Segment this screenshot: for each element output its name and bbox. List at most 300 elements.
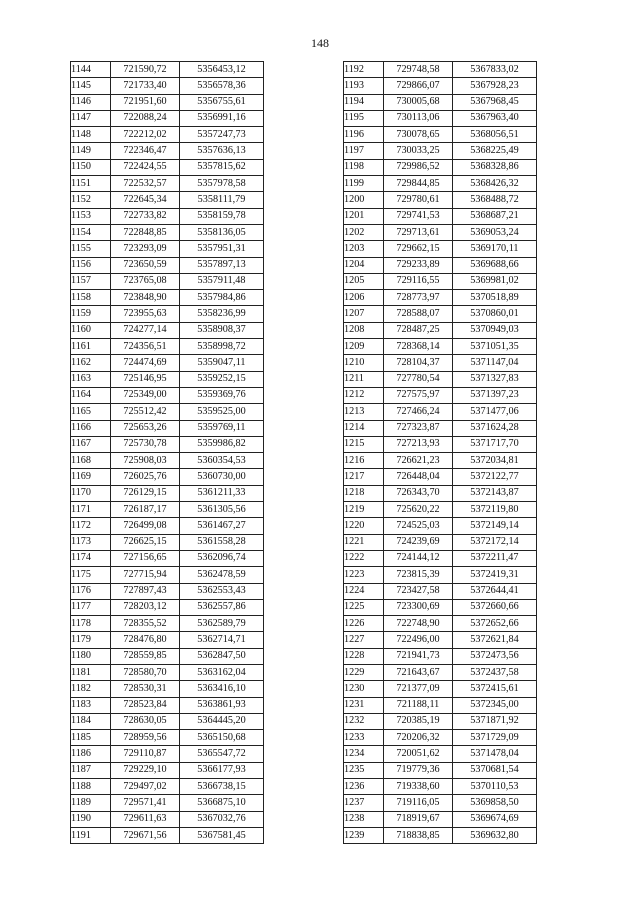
point-number-cell: 1219 [344,502,384,518]
table-row [344,746,537,762]
x-coordinate-cell: 728487,25 [384,322,453,338]
y-coordinate-cell: 5369858,50 [453,795,537,811]
table-row [344,664,537,680]
point-number-cell: 1157 [71,273,111,289]
y-coordinate-cell: 5368056,51 [453,127,537,143]
x-coordinate-cell: 729611,63 [111,811,180,827]
x-coordinate-cell: 721951,60 [111,94,180,110]
point-number-cell: 1218 [344,485,384,501]
y-coordinate-cell: 5367032,76 [180,811,264,827]
x-coordinate-cell: 729497,02 [111,779,180,795]
point-number-cell: 1179 [71,632,111,648]
point-number-cell: 1217 [344,469,384,485]
point-number-cell: 1180 [71,648,111,664]
point-number-cell: 1159 [71,306,111,322]
table-row [71,404,264,420]
point-number-cell: 1204 [344,257,384,273]
table-row [344,257,537,273]
y-coordinate-cell: 5371147,04 [453,355,537,371]
table-row [71,746,264,762]
x-coordinate-cell: 726187,17 [111,502,180,518]
x-coordinate-cell: 720385,19 [384,713,453,729]
table-row [344,795,537,811]
table-row [71,469,264,485]
table-row [344,567,537,583]
point-number-cell: 1193 [344,78,384,94]
x-coordinate-cell: 726025,76 [111,469,180,485]
table-row [71,762,264,778]
point-number-cell: 1161 [71,339,111,355]
table-row [344,159,537,175]
table-row [344,224,537,240]
x-coordinate-cell: 729986,52 [384,159,453,175]
y-coordinate-cell: 5371397,23 [453,387,537,403]
point-number-cell: 1223 [344,567,384,583]
y-coordinate-cell: 5366738,15 [180,779,264,795]
y-coordinate-cell: 5369674,69 [453,811,537,827]
x-coordinate-cell: 721643,67 [384,664,453,680]
y-coordinate-cell: 5362557,86 [180,599,264,615]
y-coordinate-cell: 5369053,24 [453,224,537,240]
table-row [71,94,264,110]
table-row [344,176,537,192]
y-coordinate-cell: 5369632,80 [453,827,537,843]
table-row [344,127,537,143]
point-number-cell: 1160 [71,322,111,338]
x-coordinate-cell: 729866,07 [384,78,453,94]
y-coordinate-cell: 5357247,73 [180,127,264,143]
x-coordinate-cell: 729780,61 [384,192,453,208]
x-coordinate-cell: 728104,37 [384,355,453,371]
y-coordinate-cell: 5361467,27 [180,518,264,534]
x-coordinate-cell: 728203,12 [111,599,180,615]
x-coordinate-cell: 722748,90 [384,616,453,632]
point-number-cell: 1147 [71,110,111,126]
table-row [71,192,264,208]
x-coordinate-cell: 730005,68 [384,94,453,110]
y-coordinate-cell: 5372211,47 [453,550,537,566]
x-coordinate-cell: 721188,11 [384,697,453,713]
page-number: 148 [311,36,329,50]
point-number-cell: 1178 [71,616,111,632]
table-row [344,779,537,795]
table-row [71,616,264,632]
point-number-cell: 1231 [344,697,384,713]
y-coordinate-cell: 5358908,37 [180,322,264,338]
point-number-cell: 1170 [71,485,111,501]
point-number-cell: 1175 [71,567,111,583]
x-coordinate-cell: 729116,55 [384,273,453,289]
x-coordinate-cell: 728355,52 [111,616,180,632]
x-coordinate-cell: 729662,15 [384,241,453,257]
table-row [71,176,264,192]
y-coordinate-cell: 5363861,93 [180,697,264,713]
point-number-cell: 1232 [344,713,384,729]
point-number-cell: 1144 [71,62,111,78]
table-row [344,681,537,697]
x-coordinate-cell: 721941,73 [384,648,453,664]
table-row [344,616,537,632]
x-coordinate-cell: 729110,87 [111,746,180,762]
y-coordinate-cell: 5369981,02 [453,273,537,289]
x-coordinate-cell: 726621,23 [384,453,453,469]
y-coordinate-cell: 5362553,43 [180,583,264,599]
table-row [344,143,537,159]
table-row [344,762,537,778]
x-coordinate-cell: 728630,05 [111,713,180,729]
table-row [71,159,264,175]
y-coordinate-cell: 5360730,00 [180,469,264,485]
y-coordinate-cell: 5359769,11 [180,420,264,436]
y-coordinate-cell: 5368488,72 [453,192,537,208]
point-number-cell: 1214 [344,420,384,436]
y-coordinate-cell: 5370860,01 [453,306,537,322]
y-coordinate-cell: 5372415,61 [453,681,537,697]
point-number-cell: 1203 [344,241,384,257]
point-number-cell: 1194 [344,94,384,110]
x-coordinate-cell: 727323,87 [384,420,453,436]
point-number-cell: 1228 [344,648,384,664]
table-row [71,599,264,615]
point-number-cell: 1188 [71,779,111,795]
table-row [71,713,264,729]
table-row [71,355,264,371]
y-coordinate-cell: 5362847,50 [180,648,264,664]
point-number-cell: 1202 [344,224,384,240]
y-coordinate-cell: 5372660,66 [453,599,537,615]
point-number-cell: 1165 [71,404,111,420]
table-row [344,322,537,338]
table-row [344,518,537,534]
y-coordinate-cell: 5371729,09 [453,730,537,746]
point-number-cell: 1190 [71,811,111,827]
x-coordinate-cell: 725653,26 [111,420,180,436]
x-coordinate-cell: 727780,54 [384,371,453,387]
table-row [344,550,537,566]
table-row [71,420,264,436]
point-number-cell: 1187 [71,762,111,778]
y-coordinate-cell: 5366177,93 [180,762,264,778]
x-coordinate-cell: 729229,10 [111,762,180,778]
y-coordinate-cell: 5372345,00 [453,697,537,713]
coordinates-table-right [343,61,537,844]
x-coordinate-cell: 724474,69 [111,355,180,371]
y-coordinate-cell: 5372419,31 [453,567,537,583]
table-row [71,78,264,94]
x-coordinate-cell: 721733,40 [111,78,180,94]
point-number-cell: 1164 [71,387,111,403]
point-number-cell: 1236 [344,779,384,795]
y-coordinate-cell: 5372149,14 [453,518,537,534]
x-coordinate-cell: 723848,90 [111,290,180,306]
x-coordinate-cell: 723293,09 [111,241,180,257]
x-coordinate-cell: 722424,55 [111,159,180,175]
table-row [71,453,264,469]
point-number-cell: 1169 [71,469,111,485]
x-coordinate-cell: 722346,47 [111,143,180,159]
y-coordinate-cell: 5357636,13 [180,143,264,159]
x-coordinate-cell: 726625,15 [111,534,180,550]
table-row [344,632,537,648]
table-row [344,241,537,257]
table-row [71,567,264,583]
table-row [71,208,264,224]
x-coordinate-cell: 726129,15 [111,485,180,501]
point-number-cell: 1168 [71,453,111,469]
point-number-cell: 1207 [344,306,384,322]
point-number-cell: 1192 [344,62,384,78]
point-number-cell: 1181 [71,664,111,680]
y-coordinate-cell: 5370518,89 [453,290,537,306]
table-row [71,485,264,501]
x-coordinate-cell: 724239,69 [384,534,453,550]
table-row [344,387,537,403]
point-number-cell: 1149 [71,143,111,159]
table-row [344,502,537,518]
x-coordinate-cell: 724525,03 [384,518,453,534]
x-coordinate-cell: 728559,85 [111,648,180,664]
y-coordinate-cell: 5372644,41 [453,583,537,599]
x-coordinate-cell: 719116,05 [384,795,453,811]
point-number-cell: 1215 [344,436,384,452]
y-coordinate-cell: 5372122,77 [453,469,537,485]
y-coordinate-cell: 5368328,86 [453,159,537,175]
point-number-cell: 1229 [344,664,384,680]
table-row [344,713,537,729]
point-number-cell: 1155 [71,241,111,257]
point-number-cell: 1216 [344,453,384,469]
table-row [344,110,537,126]
y-coordinate-cell: 5362478,59 [180,567,264,583]
table-row [71,502,264,518]
point-number-cell: 1185 [71,730,111,746]
x-coordinate-cell: 729713,61 [384,224,453,240]
point-number-cell: 1186 [71,746,111,762]
y-coordinate-cell: 5358111,79 [180,192,264,208]
y-coordinate-cell: 5372034,81 [453,453,537,469]
point-number-cell: 1177 [71,599,111,615]
x-coordinate-cell: 722848,85 [111,224,180,240]
table-row [71,795,264,811]
table-row [344,355,537,371]
table-row [71,550,264,566]
y-coordinate-cell: 5367581,45 [180,827,264,843]
x-coordinate-cell: 725620,22 [384,502,453,518]
table-row [71,62,264,78]
table-row [71,290,264,306]
point-number-cell: 1150 [71,159,111,175]
table-row [344,599,537,615]
point-number-cell: 1148 [71,127,111,143]
x-coordinate-cell: 723650,59 [111,257,180,273]
point-number-cell: 1234 [344,746,384,762]
point-number-cell: 1221 [344,534,384,550]
table-row [344,811,537,827]
point-number-cell: 1239 [344,827,384,843]
y-coordinate-cell: 5361211,33 [180,485,264,501]
y-coordinate-cell: 5361558,28 [180,534,264,550]
x-coordinate-cell: 718838,85 [384,827,453,843]
y-coordinate-cell: 5372437,58 [453,664,537,680]
x-coordinate-cell: 729844,85 [384,176,453,192]
point-number-cell: 1222 [344,550,384,566]
table-row [71,779,264,795]
table-row [344,290,537,306]
y-coordinate-cell: 5371624,28 [453,420,537,436]
point-number-cell: 1211 [344,371,384,387]
x-coordinate-cell: 730033,25 [384,143,453,159]
y-coordinate-cell: 5372119,80 [453,502,537,518]
y-coordinate-cell: 5371871,92 [453,713,537,729]
y-coordinate-cell: 5368426,32 [453,176,537,192]
table-row [71,436,264,452]
point-number-cell: 1146 [71,94,111,110]
x-coordinate-cell: 723300,69 [384,599,453,615]
table-row [71,730,264,746]
y-coordinate-cell: 5356453,12 [180,62,264,78]
y-coordinate-cell: 5362714,71 [180,632,264,648]
point-number-cell: 1173 [71,534,111,550]
point-number-cell: 1158 [71,290,111,306]
point-number-cell: 1145 [71,78,111,94]
point-number-cell: 1153 [71,208,111,224]
table-row [71,110,264,126]
table-row [344,697,537,713]
x-coordinate-cell: 725512,42 [111,404,180,420]
point-number-cell: 1151 [71,176,111,192]
x-coordinate-cell: 722645,34 [111,192,180,208]
x-coordinate-cell: 719779,36 [384,762,453,778]
table-row [344,192,537,208]
point-number-cell: 1198 [344,159,384,175]
point-number-cell: 1189 [71,795,111,811]
y-coordinate-cell: 5367833,02 [453,62,537,78]
point-number-cell: 1233 [344,730,384,746]
table-row [344,534,537,550]
table-row [71,241,264,257]
y-coordinate-cell: 5372621,84 [453,632,537,648]
x-coordinate-cell: 723765,08 [111,273,180,289]
y-coordinate-cell: 5369688,66 [453,257,537,273]
y-coordinate-cell: 5357815,62 [180,159,264,175]
table-row [344,420,537,436]
point-number-cell: 1184 [71,713,111,729]
table-row [344,648,537,664]
point-number-cell: 1172 [71,518,111,534]
y-coordinate-cell: 5359525,00 [180,404,264,420]
y-coordinate-cell: 5370681,54 [453,762,537,778]
x-coordinate-cell: 724144,12 [384,550,453,566]
x-coordinate-cell: 727213,93 [384,436,453,452]
y-coordinate-cell: 5362589,79 [180,616,264,632]
table-row [344,453,537,469]
x-coordinate-cell: 730078,65 [384,127,453,143]
x-coordinate-cell: 730113,06 [384,110,453,126]
point-number-cell: 1210 [344,355,384,371]
table-row [344,62,537,78]
x-coordinate-cell: 729748,58 [384,62,453,78]
x-coordinate-cell: 720051,62 [384,746,453,762]
table-row [344,208,537,224]
point-number-cell: 1156 [71,257,111,273]
y-coordinate-cell: 5367928,23 [453,78,537,94]
x-coordinate-cell: 728476,80 [111,632,180,648]
point-number-cell: 1166 [71,420,111,436]
y-coordinate-cell: 5357951,31 [180,241,264,257]
x-coordinate-cell: 720206,32 [384,730,453,746]
y-coordinate-cell: 5357978,58 [180,176,264,192]
table-row [71,224,264,240]
table-row [344,404,537,420]
point-number-cell: 1209 [344,339,384,355]
y-coordinate-cell: 5357897,13 [180,257,264,273]
x-coordinate-cell: 728530,31 [111,681,180,697]
x-coordinate-cell: 728368,14 [384,339,453,355]
point-number-cell: 1196 [344,127,384,143]
table-row [344,730,537,746]
table-row [344,827,537,843]
y-coordinate-cell: 5358998,72 [180,339,264,355]
point-number-cell: 1201 [344,208,384,224]
x-coordinate-cell: 722496,00 [384,632,453,648]
coordinates-table-right-body [344,62,537,844]
point-number-cell: 1152 [71,192,111,208]
x-coordinate-cell: 729571,41 [111,795,180,811]
x-coordinate-cell: 728580,70 [111,664,180,680]
table-row [344,78,537,94]
y-coordinate-cell: 5370949,03 [453,322,537,338]
y-coordinate-cell: 5371478,04 [453,746,537,762]
table-row [71,827,264,843]
y-coordinate-cell: 5357911,48 [180,273,264,289]
y-coordinate-cell: 5357984,86 [180,290,264,306]
table-row [344,371,537,387]
x-coordinate-cell: 728588,07 [384,306,453,322]
point-number-cell: 1176 [71,583,111,599]
y-coordinate-cell: 5356991,16 [180,110,264,126]
point-number-cell: 1174 [71,550,111,566]
point-number-cell: 1163 [71,371,111,387]
x-coordinate-cell: 725146,95 [111,371,180,387]
y-coordinate-cell: 5358136,05 [180,224,264,240]
y-coordinate-cell: 5358236,99 [180,306,264,322]
table-row [71,371,264,387]
y-coordinate-cell: 5368225,49 [453,143,537,159]
x-coordinate-cell: 729671,56 [111,827,180,843]
table-row [344,469,537,485]
y-coordinate-cell: 5372172,14 [453,534,537,550]
y-coordinate-cell: 5371051,35 [453,339,537,355]
table-row [71,387,264,403]
x-coordinate-cell: 728959,56 [111,730,180,746]
table-row [71,143,264,159]
x-coordinate-cell: 728773,97 [384,290,453,306]
table-row [71,583,264,599]
point-number-cell: 1227 [344,632,384,648]
x-coordinate-cell: 718919,67 [384,811,453,827]
y-coordinate-cell: 5371327,83 [453,371,537,387]
y-coordinate-cell: 5369170,11 [453,241,537,257]
x-coordinate-cell: 721377,09 [384,681,453,697]
point-number-cell: 1191 [71,827,111,843]
point-number-cell: 1225 [344,599,384,615]
table-row [71,273,264,289]
x-coordinate-cell: 729233,89 [384,257,453,273]
y-coordinate-cell: 5359252,15 [180,371,264,387]
y-coordinate-cell: 5358159,78 [180,208,264,224]
y-coordinate-cell: 5359047,11 [180,355,264,371]
point-number-cell: 1208 [344,322,384,338]
